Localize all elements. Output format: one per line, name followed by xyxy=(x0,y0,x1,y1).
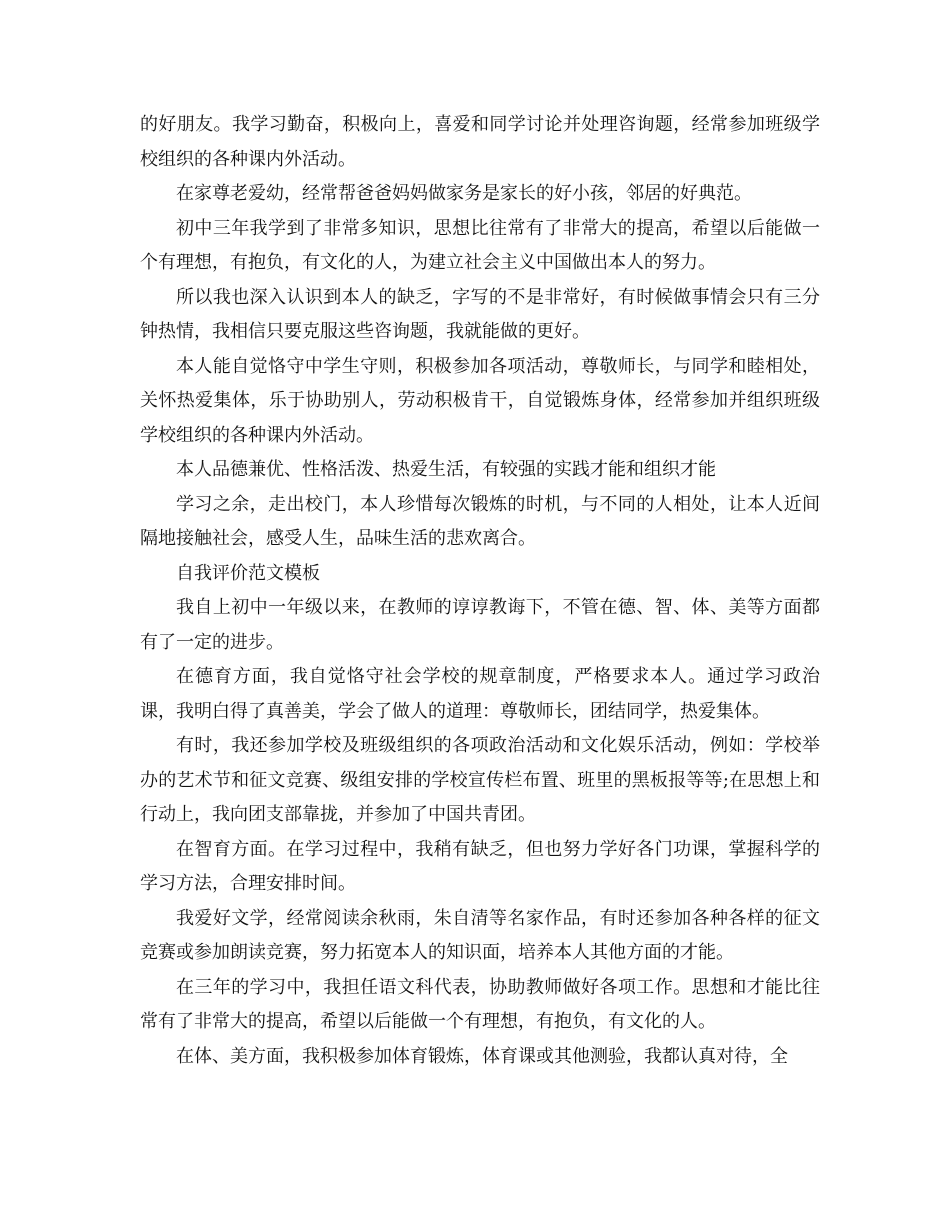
paragraph: 初中三年我学到了非常多知识，思想比往常有了非常大的提高，希望以后能做一个有理想，有抱负，有文化的人，为建立社会主义中国做出本人的努力。 xyxy=(140,217,820,273)
paragraph: 本人能自觉恪守中学生守则，积极参加各项活动，尊敬师长，与同学和睦相处，关怀热爱集体，乐于协助别人，劳动积极肯干，自觉锻炼身体，经常参加并组织班级学校组织的各种课内外活动。 xyxy=(140,355,820,446)
document-page xyxy=(140,108,820,1074)
paragraph: 所以我也深入认识到本人的缺乏，字写的不是非常好，有时候做事情会只有三分钟热情，我相信只要克服这些咨询题，我就能做的更好。 xyxy=(140,286,820,342)
paragraph: 本人品德兼优、性格活泼、热爱生活，有较强的实践才能和组织才能 xyxy=(176,459,716,480)
paragraph-continuation: 的好朋友。我学习勤奋，积极向上，喜爱和同学讨论并处理咨询题，经常参加班级学校组织的各种课内外活动。 xyxy=(140,114,820,170)
section-heading: 自我评价范文模板 xyxy=(176,562,320,584)
paragraph: 有时，我还参加学校及班级组织的各项政治活动和文化娱乐活动，例如：学校举办的艺术节和征文竞赛、级组安排的学校宣传栏布置、班里的黑板报等等;在思想上和行动上，我向团支部靠拢，并参加了中国共青团。 xyxy=(140,735,820,825)
paragraph: 在体、美方面，我积极参加体育锻炼，体育课或其他测验，我都认真对待，全 xyxy=(176,1045,788,1067)
paragraph: 我自上初中一年级以来，在教师的谆谆教诲下，不管在德、智、体、美等方面都有了一定的进步。 xyxy=(140,597,820,653)
paragraph: 在家尊老爱幼，经常帮爸爸妈妈做家务是家长的好小孩，邻居的好典范。 xyxy=(176,183,752,204)
paragraph: 学习之余，走出校门，本人珍惜每次锻炼的时机，与不同的人相处，让本人近间隔地接触社会，感受人生，品味生活的悲欢离合。 xyxy=(140,493,820,549)
paragraph: 在智育方面。在学习过程中，我稍有缺乏，但也努力学好各门功课，掌握科学的学习方法，合理安排时间。 xyxy=(140,838,820,894)
paragraph: 我爱好文学，经常阅读余秋雨，朱自清等名家作品，有时还参加各种各样的征文竞赛或参加朗读竞赛，努力拓宽本人的知识面，培养本人其他方面的才能。 xyxy=(140,907,820,963)
paragraph: 在德育方面，我自觉恪守社会学校的规章制度，严格要求本人。通过学习政治课，我明白得了真善美，学会了做人的道理：尊敬师长，团结同学，热爱集体。 xyxy=(140,666,820,722)
paragraph: 在三年的学习中，我担任语文科代表，协助教师做好各项工作。思想和才能比往常有了非常大的提高，希望以后能做一个有理想，有抱负，有文化的人。 xyxy=(140,976,820,1032)
